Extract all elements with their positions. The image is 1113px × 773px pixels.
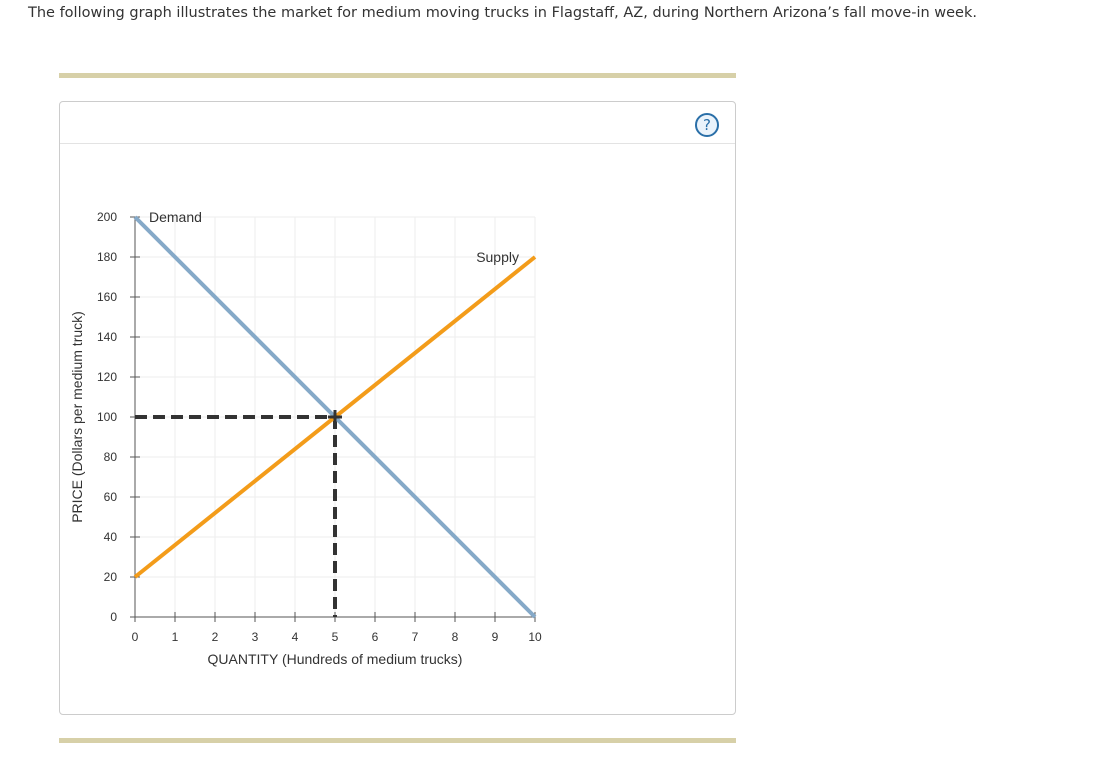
y-tick-label: 120 (96, 370, 117, 384)
x-tick-label: 9 (491, 630, 499, 644)
y-tick-label: 40 (103, 530, 117, 544)
x-tick-label: 3 (251, 630, 259, 644)
x-tick-label: 10 (528, 630, 542, 644)
x-tick-label: 1 (171, 630, 179, 644)
x-tick-label: 0 (131, 630, 139, 644)
y-tick-label: 80 (103, 450, 117, 464)
help-icon: ? (703, 116, 711, 134)
y-tick-label: 140 (96, 330, 117, 344)
supply-label: Supply (476, 249, 519, 265)
y-tick-label: 0 (110, 610, 117, 624)
y-tick-label: 60 (103, 490, 117, 504)
x-tick-label: 5 (331, 630, 339, 644)
y-tick-label: 160 (96, 290, 117, 304)
y-tick-label: 100 (96, 410, 117, 424)
y-tick-label: 20 (103, 570, 117, 584)
y-tick-label: 180 (96, 250, 117, 264)
demand-label: Demand (149, 209, 202, 225)
x-tick-label: 4 (291, 630, 299, 644)
y-axis-title: PRICE (Dollars per medium truck) (69, 311, 85, 523)
bottom-divider (59, 738, 736, 743)
x-tick-label: 2 (211, 630, 219, 644)
x-axis-title: QUANTITY (Hundreds of medium trucks) (207, 651, 463, 667)
x-tick-label: 7 (411, 630, 419, 644)
intro-text: The following graph illustrates the market for medium moving trucks in Flagstaff, AZ, during Northern Arizona’s fall move-in week. (28, 5, 977, 21)
x-tick-label: 6 (371, 630, 379, 644)
y-tick-label: 200 (96, 210, 117, 224)
x-tick-label: 8 (451, 630, 459, 644)
